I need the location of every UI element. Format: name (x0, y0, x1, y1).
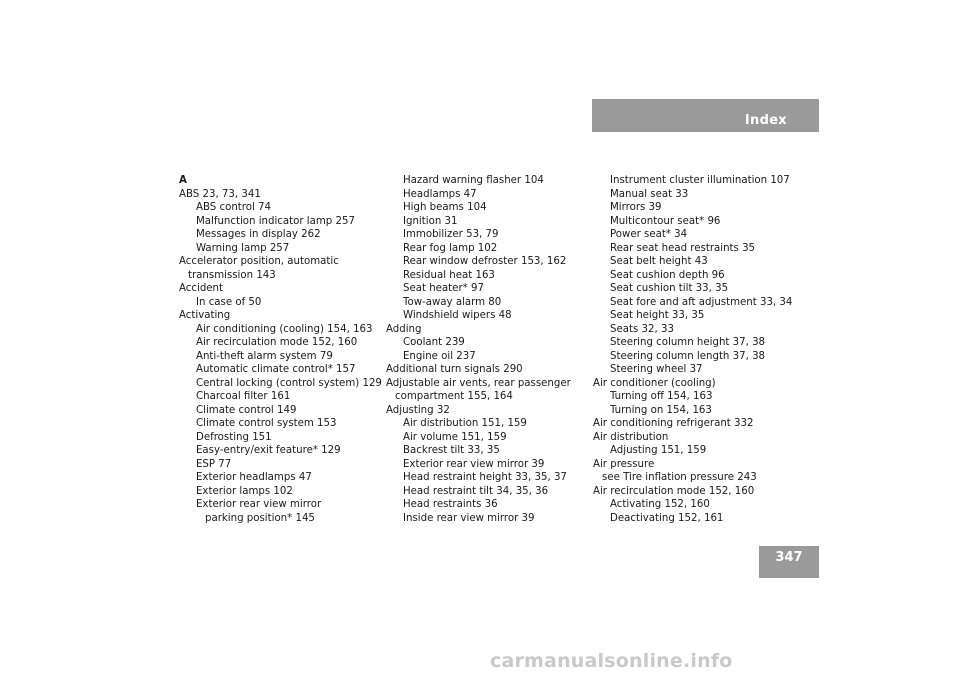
header-bar (592, 99, 819, 132)
index-entry: Climate control 149 (196, 404, 297, 416)
index-column-2 (386, 174, 596, 525)
index-entry: Seat heater* 97 (403, 283, 484, 294)
index-entry: Air conditioning (cooling) 154, 163 (196, 323, 373, 335)
index-entry: Power seat* 34 (610, 229, 688, 240)
index-entry: Activating 152, 160 (610, 499, 710, 510)
index-entry: Head restraint tilt 34, 35, 36 (403, 485, 549, 497)
index-entry: Head restraint height 33, 35, 37 (403, 472, 567, 483)
index-entry: Activating (179, 310, 231, 321)
index-entry: Rear window defroster 153, 162 (403, 256, 567, 267)
index-entry: Additional turn signals 290 (386, 364, 523, 375)
index-entry: ESP 77 (196, 458, 232, 470)
index-entry: Seat belt height 43 (610, 256, 708, 267)
index-entry: Immobilizer 53, 79 (403, 229, 499, 240)
index-entry: Accelerator position, automatic (179, 256, 339, 267)
index-letter-heading: A (179, 175, 187, 186)
index-entry: Easy-entry/exit feature* 129 (196, 445, 341, 456)
index-entry: Seats 32, 33 (610, 323, 674, 335)
index-entry: compartment 155, 164 (395, 391, 513, 402)
index-entry: Adding (386, 323, 422, 335)
page-title: Index (744, 113, 787, 128)
index-entry: Instrument cluster illumination 107 (610, 175, 790, 186)
index-entry: ABS 23, 73, 341 (179, 188, 261, 200)
index-entry: Manual seat 33 (610, 188, 689, 200)
index-entry: Steering wheel 37 (610, 364, 703, 375)
index-entry: Adjusting 32 (386, 404, 450, 416)
index-entry: Backrest tilt 33, 35 (403, 445, 500, 456)
index-entry: High beams 104 (403, 202, 487, 213)
index-entry: transmission 143 (188, 269, 276, 281)
index-entry: Malfunction indicator lamp 257 (196, 215, 355, 227)
index-entry: Central locking (control system) 129 (196, 377, 382, 389)
index-entry: Messages in display 262 (196, 229, 321, 240)
index-entry: Turning on 154, 163 (610, 404, 712, 416)
index-entry: Defrosting 151 (196, 431, 272, 443)
index-entry: Windshield wipers 48 (403, 310, 512, 321)
index-entry: Exterior lamps 102 (196, 485, 293, 497)
index-entry: Headlamps 47 (403, 188, 477, 200)
index-entry: Air distribution 151, 159 (403, 418, 527, 429)
index-entry: Coolant 239 (403, 337, 465, 348)
index-entry: Deactivating 152, 161 (610, 512, 724, 524)
index-entry: In case of 50 (196, 296, 262, 308)
index-entry: see Tire inflation pressure 243 (602, 472, 757, 483)
page-number: 347 (775, 550, 803, 565)
index-entry: Steering column length 37, 38 (610, 350, 766, 362)
index-entry: Seat fore and aft adjustment 33, 34 (610, 296, 793, 308)
index-entry: Warning lamp 257 (196, 242, 290, 254)
index-entry: Exterior rear view mirror (196, 499, 322, 510)
watermark: carmanualsonline.info (490, 650, 733, 672)
index-entry: parking position* 145 (205, 512, 315, 524)
index-entry: Inside rear view mirror 39 (403, 512, 535, 524)
index-entry: Adjustable air vents, rear passenger (386, 377, 571, 389)
index-entry: Rear seat head restraints 35 (610, 242, 756, 254)
index-entry: Ignition 31 (403, 215, 458, 227)
index-entry: Air recirculation mode 152, 160 (196, 337, 358, 348)
index-entry: Air pressure (593, 458, 655, 470)
index-entry: Tow-away alarm 80 (403, 296, 502, 308)
index-entry: Rear fog lamp 102 (403, 242, 498, 254)
index-entry: ABS control 74 (196, 202, 271, 213)
index-entry: Automatic climate control* 157 (196, 364, 356, 375)
index-entry: Exterior headlamps 47 (196, 472, 312, 483)
index-entry: Air volume 151, 159 (403, 431, 507, 443)
index-column-3 (593, 174, 803, 525)
index-entry: Engine oil 237 (403, 350, 476, 362)
index-entry: Seat height 33, 35 (610, 310, 705, 321)
index-entry: Multicontour seat* 96 (610, 215, 721, 227)
index-entry: Adjusting 151, 159 (610, 445, 707, 456)
index-entry: Mirrors 39 (610, 202, 662, 213)
index-entry: Exterior rear view mirror 39 (403, 458, 545, 470)
index-entry: Air conditioning refrigerant 332 (593, 418, 754, 429)
index-entry: Anti-theft alarm system 79 (196, 350, 333, 362)
index-entry: Air distribution (593, 431, 669, 443)
index-entry: Climate control system 153 (196, 418, 337, 429)
index-entry: Residual heat 163 (403, 269, 495, 281)
index-entry: Turning off 154, 163 (610, 391, 713, 402)
index-entry: Charcoal filter 161 (196, 391, 291, 402)
index-entry: Air conditioner (cooling) (593, 377, 716, 389)
index-column-1 (179, 174, 389, 525)
index-entry: Seat cushion tilt 33, 35 (610, 283, 729, 294)
page-number-box (759, 546, 819, 578)
index-entry: Air recirculation mode 152, 160 (593, 485, 755, 497)
index-entry: Accident (179, 283, 224, 294)
index-entry: Hazard warning flasher 104 (403, 175, 544, 186)
index-entry: Seat cushion depth 96 (610, 269, 725, 281)
index-entry: Head restraints 36 (403, 499, 498, 510)
index-entry: Steering column height 37, 38 (610, 337, 766, 348)
